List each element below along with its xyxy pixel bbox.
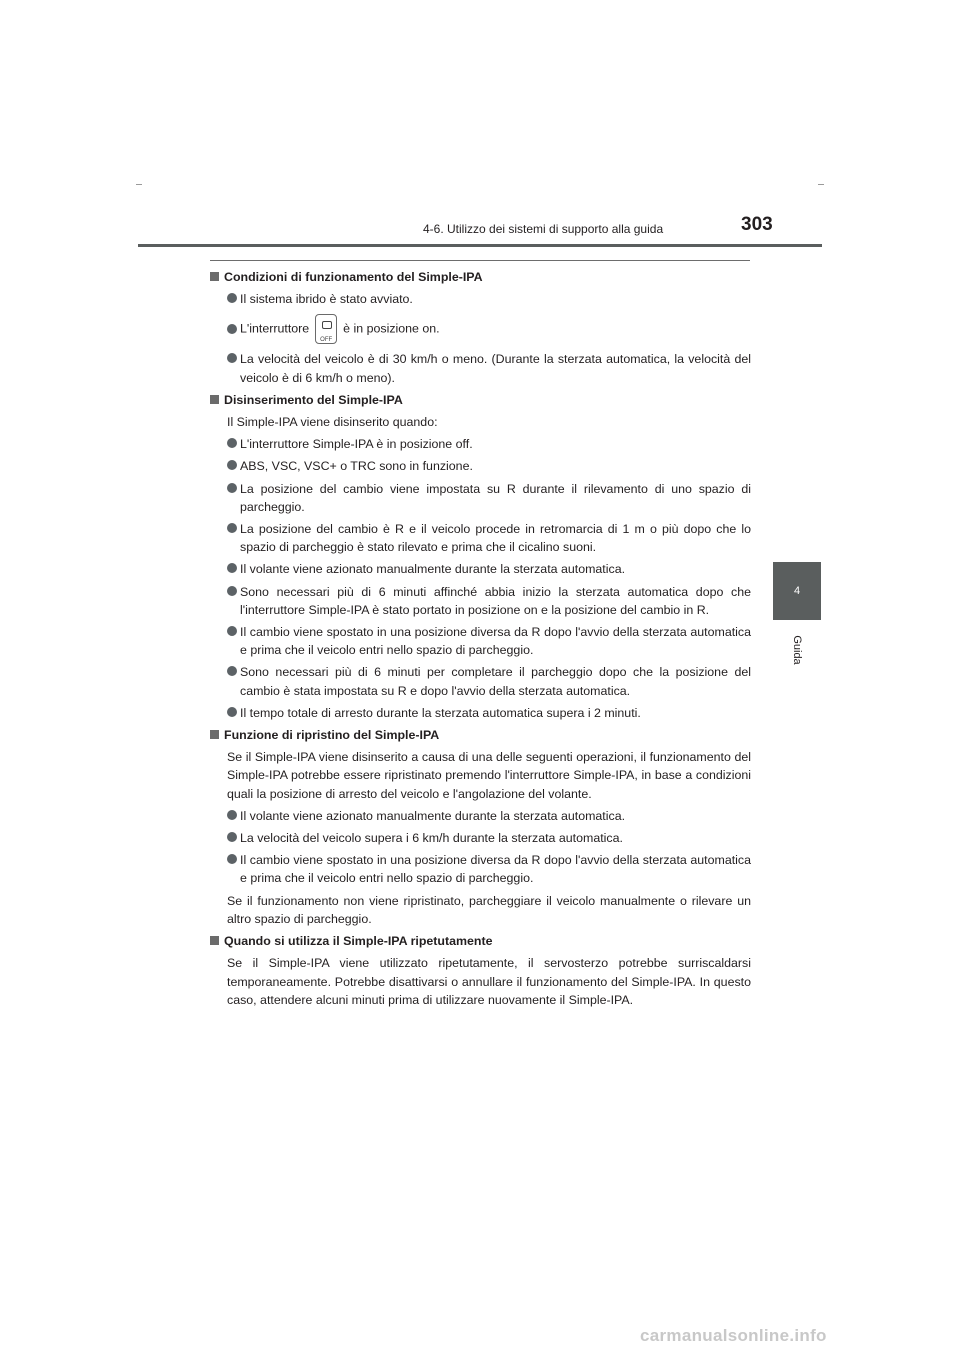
square-bullet-icon <box>210 395 219 404</box>
round-bullet-icon <box>227 854 237 864</box>
section-outro: Se il funzionamento non viene ripristinato, parcheggiare il veicolo manualmente o rilevare un altro spazio di parcheggio. <box>227 893 751 926</box>
bullet-item: La velocità del veicolo supera i 6 km/h durante la sterzata automatica. <box>227 829 751 847</box>
round-bullet-icon <box>227 586 237 596</box>
round-bullet-icon <box>227 626 237 636</box>
bullet-item: L'interruttore OFF è in posizione on. <box>227 314 751 344</box>
section-intro: Se il Simple-IPA viene utilizzato ripetutamente, il servosterzo potrebbe surriscaldarsi temporaneamente. Potrebbe disattivarsi o annullare il funzionamento del Simple-IPA. In questo caso, attendere alcuni minuti prima di utilizzare nuovamente il Simple-IPA. <box>227 956 751 1007</box>
round-bullet-icon <box>227 353 237 363</box>
chapter-label <box>783 630 811 670</box>
chapter-label-text: Guida <box>791 635 803 665</box>
round-bullet-icon <box>227 438 237 448</box>
crop-mark-top-right <box>818 184 824 185</box>
running-header-section: 4-6. Utilizzo dei sistemi di supporto alla guida <box>423 222 664 236</box>
parking-car-icon <box>322 321 332 329</box>
bullet-item: L'interruttore Simple-IPA è in posizione off. <box>227 435 751 453</box>
bullet-item: Sono necessari più di 6 minuti per completare il parcheggio dopo che la posizione del cambio è stata impostata su R e dopo l'avvio della sterzata automatica. <box>227 663 751 699</box>
bullet-item: Il volante viene azionato manualmente durante la sterzata automatica. <box>227 560 751 578</box>
round-bullet-icon <box>227 523 237 533</box>
square-bullet-icon <box>210 730 219 739</box>
content-top-rule <box>210 260 750 261</box>
round-bullet-icon <box>227 293 237 303</box>
watermark: carmanualsonline.info <box>640 1326 827 1345</box>
bullet-item: La posizione del cambio è R e il veicolo procede in retromarcia di 1 m o più dopo che lo spazio di parcheggio è stato rilevato e prima che il cicalino suoni. <box>227 520 751 556</box>
round-bullet-icon <box>227 832 237 842</box>
round-bullet-icon <box>227 324 237 334</box>
page-content <box>210 268 751 1013</box>
bullet-item: Il cambio viene spostato in una posizione diversa da R dopo l'avvio della sterzata automatica e prima che il veicolo entri nello spazio di parcheggio. <box>227 623 751 659</box>
section-intro: Il Simple-IPA viene disinserito quando: <box>227 415 438 430</box>
page-number: 303 <box>741 214 773 235</box>
section-heading: Funzione di ripristino del Simple-IPA <box>210 726 751 744</box>
square-bullet-icon <box>210 936 219 945</box>
bullet-item: La velocità del veicolo è di 30 km/h o meno. (Durante la sterzata automatica, la velocità del veicolo è di 6 km/h o meno). <box>227 350 751 386</box>
bullet-item: Il cambio viene spostato in una posizione diversa da R dopo l'avvio della sterzata automatica e prima che il veicolo entri nello spazio di parcheggio. <box>227 851 751 887</box>
bullet-item: Sono necessari più di 6 minuti affinché abbia inizio la sterzata automatica dopo che l'interruttore Simple-IPA è stato portato in posizione on e la posizione del cambio in R. <box>227 583 751 619</box>
section-heading: Condizioni di funzionamento del Simple-IPA <box>210 268 751 286</box>
round-bullet-icon <box>227 810 237 820</box>
bullet-item: La posizione del cambio viene impostata su R durante il rilevamento di uno spazio di parcheggio. <box>227 480 751 516</box>
square-bullet-icon <box>210 272 219 281</box>
section-heading: Quando si utilizza il Simple-IPA ripetutamente <box>210 932 751 950</box>
crop-mark-top-left <box>136 184 142 185</box>
round-bullet-icon <box>227 483 237 493</box>
section-heading: Disinserimento del Simple-IPA <box>210 391 751 409</box>
section-intro: Se il Simple-IPA viene disinserito a causa di una delle seguenti operazioni, il funzionamento del Simple-IPA potrebbe essere ripristinato premendo l'interruttore Simple-IPA, in base a condizioni quali la posizione di arresto del veicolo e l'angolazione del volante. <box>227 750 751 801</box>
bullet-item: Il sistema ibrido è stato avviato. <box>227 290 751 308</box>
chapter-number-tab[interactable]: 4 <box>773 562 821 620</box>
simple-ipa-switch-icon: OFF <box>315 314 337 344</box>
bullet-item: Il volante viene azionato manualmente durante la sterzata automatica. <box>227 807 751 825</box>
round-bullet-icon <box>227 707 237 717</box>
header-rule <box>138 244 822 247</box>
round-bullet-icon <box>227 563 237 573</box>
round-bullet-icon <box>227 666 237 676</box>
bullet-item: ABS, VSC, VSC+ o TRC sono in funzione. <box>227 457 751 475</box>
round-bullet-icon <box>227 460 237 470</box>
bullet-item: Il tempo totale di arresto durante la sterzata automatica supera i 2 minuti. <box>227 704 751 722</box>
